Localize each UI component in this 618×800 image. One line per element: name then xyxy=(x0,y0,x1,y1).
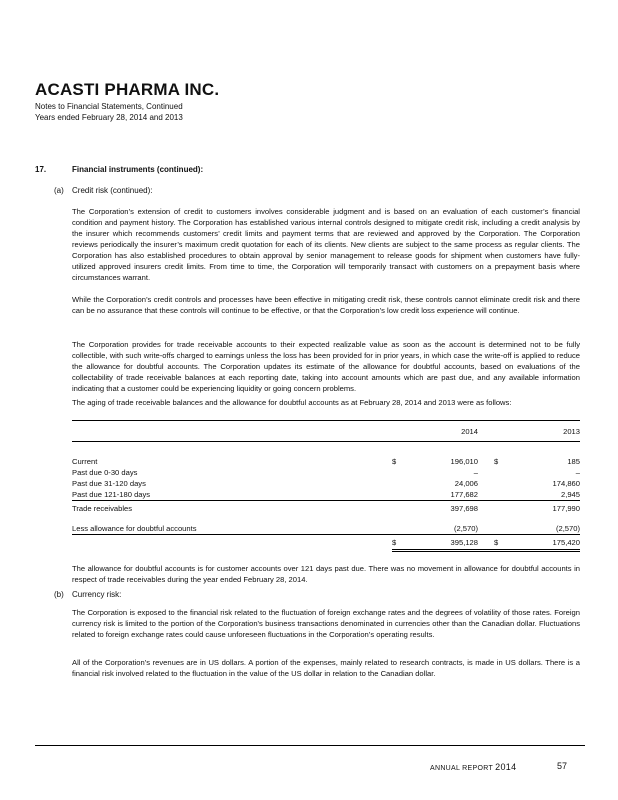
paragraph: The Corporation provides for trade receivable accounts to their expected realizable value as soon as the account is determined not to be fully collectible, with such write-offs charged to earnings unless the loss has been provided for in prior years, in which case the write-off is applied to reduce the allowance for doubtful accounts. The Corporation updates its estimate of the allowance for doubtful accounts, based on evaluations of the collectability of trade receivable balances at each reporting date, taking into account amounts which are past due, and any available information indicating that a customer could be experiencing liquidity or going concern problems. xyxy=(72,340,580,393)
subsection-title-credit-risk: Credit risk (continued): xyxy=(72,186,153,195)
paragraph: All of the Corporation’s revenues are in US dollars. A portion of the expenses, mainly related to research contracts, is made in US dollars. There is a financial risk involved related to the fluctuation in the value of the US dollar in relation to the Canadian dollar. xyxy=(72,658,580,678)
page-number: 57 xyxy=(557,761,568,771)
subsection-title-currency-risk: Currency risk: xyxy=(72,590,122,599)
table-total-row: $ 395,128 $ 175,420 xyxy=(72,535,580,551)
paragraph: The Corporation’s extension of credit to customers involves considerable judgment and is based on an evaluation of each customer’s financial condition and payment history. The Corporation has established various internal controls designed to mitigate credit risk, including a credit analysis by the insurer which recommends customers’ credit limits and payment terms that are reviewed and approved by the Corporation. The Corporation reviews periodically the insurer’s maximum credit quotation for each of its clients. New clients are subject to the same process as regular clients. The Corporation has also established procedures to obtain approval by senior management to release goods for shipment when customers have fully-utilized approved insurers credit limits. From time to time, the Corporation will temporarily transact with customers on a prepayment basis where circumstances warrant. xyxy=(72,207,580,282)
header-period: Years ended February 28, 2014 and 2013 xyxy=(35,113,183,122)
company-name: ACASTI PHARMA INC. xyxy=(35,80,220,99)
table-row: Less allowance for doubtful accounts (2,570) (2,570) xyxy=(72,524,580,533)
subsection-label-a: (a) xyxy=(54,186,64,195)
year-header: 2014 xyxy=(408,421,478,442)
paragraph: The Corporation is exposed to the financial risk related to the fluctuation of foreign exchange rates and the degrees of volatility of those rates. Foreign currency risk is limited to the portion of the Corporation's business transactions denominated in currencies other than the Canadian dollar. Fluctuations related to foreign exchange rates could cause unforeseen fluctuations in the Corporation’s operating results. xyxy=(72,608,580,639)
paragraph: The aging of trade receivable balances and the allowance for doubtful accounts as at February 28, 2014 and 2013 were as follows: xyxy=(72,398,512,407)
table-row: Past due 31-120 days 24,006 174,860 xyxy=(72,479,580,488)
footer-report-label: ANNUAL REPORT xyxy=(430,765,493,772)
section-number: 17. xyxy=(35,165,47,174)
subsection-label-b: (b) xyxy=(54,590,64,599)
footer-label xyxy=(430,762,516,772)
table-row: Past due 0-30 days – – xyxy=(72,468,580,477)
paragraph: While the Corporation’s credit controls and processes have been effective in mitigating credit risk, these controls cannot eliminate credit risk and there can be no assurance that these controls will continue to be effective, or that the Corporation’s low credit loss experience will continue. xyxy=(72,295,580,315)
footer-year: 2014 xyxy=(495,762,517,772)
paragraph: The allowance for doubtful accounts is for customer accounts over 121 days past due. There was no movement in allowance for doubtful accounts in respect of trade receivables during the year ended February 28, 2014. xyxy=(72,564,580,584)
table-row: Current $ 196,010 $ 185 xyxy=(72,457,580,466)
table-header-row xyxy=(72,421,580,442)
table-row: Trade receivables 397,698 177,990 xyxy=(72,503,580,513)
aging-table xyxy=(72,420,580,552)
header-subtitle: Notes to Financial Statements, Continued xyxy=(35,102,183,111)
table-row: Past due 121-180 days 177,682 2,945 xyxy=(72,490,580,499)
footer-divider xyxy=(35,745,585,746)
section-title: Financial instruments (continued): xyxy=(72,165,204,174)
year-header: 2013 xyxy=(510,421,580,442)
